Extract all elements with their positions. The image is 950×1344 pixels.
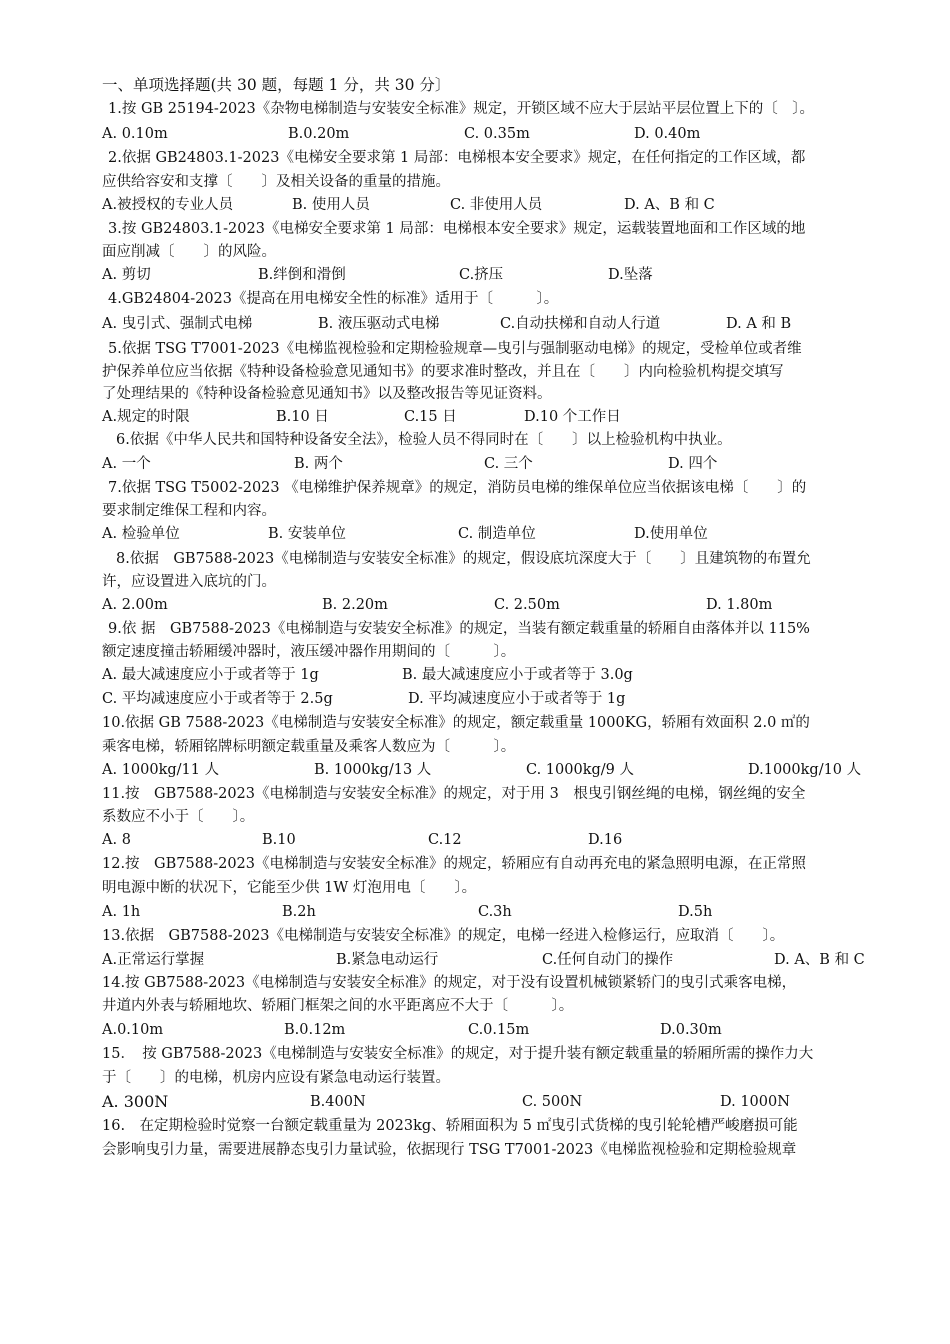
question-4-option-c[interactable]: C.自动扶梯和自动人行道	[500, 316, 661, 332]
question-10-line-1: 10.依据 GB 7588-2023《电梯制造与安装安全标准》的规定，额定载重量 1000KG，轿厢有效面积 2.0 ㎡的	[102, 715, 810, 731]
question-15-option-c[interactable]: C. 500N	[522, 1094, 583, 1110]
question-5-option-b[interactable]: B.10 日	[276, 409, 329, 425]
question-10-option-d[interactable]: D.1000kg/10 人	[748, 762, 862, 778]
question-16-line-2: 会影响曳引力量，需要进展静态曳引力量试验，依据现行 TSG T7001-2023《电梯监视检验和定期检验规章	[102, 1142, 797, 1158]
question-6-option-d[interactable]: D. 四个	[668, 456, 718, 472]
question-6-line-1: 6.依据《中华人民共和国特种设备安全法》，检验人员不得同时在〔 〕以上检验机构中执业。	[116, 432, 732, 448]
question-11-line-2: 系数应不小于〔 〕。	[102, 809, 255, 825]
question-8-option-c[interactable]: C. 2.50m	[494, 597, 560, 613]
question-7-option-d[interactable]: D.使用单位	[634, 526, 708, 542]
question-8-option-d[interactable]: D. 1.80m	[706, 597, 773, 613]
question-8-option-b[interactable]: B. 2.20m	[322, 597, 388, 613]
question-15-line-2: 于〔 〕的电梯，机房内应设有紧急电动运行装置。	[102, 1070, 450, 1086]
question-8-line-1: 8.依据 GB7588-2023《电梯制造与安装安全标准》的规定，假设底坑深度大于〔 〕且建筑物的布置允	[116, 551, 811, 567]
question-12-line-2: 明电源中断的状况下，它能至少供 1W 灯泡用电〔 〕。	[102, 880, 477, 896]
question-5-option-a[interactable]: A.规定的时限	[102, 409, 190, 425]
question-10-option-a[interactable]: A. 1000kg/11 人	[102, 762, 220, 778]
question-14-option-b[interactable]: B.0.12m	[284, 1022, 346, 1038]
question-2-option-b[interactable]: B. 使用人员	[292, 197, 370, 213]
question-8-option-a[interactable]: A. 2.00m	[102, 597, 168, 613]
question-15-option-d[interactable]: D. 1000N	[720, 1094, 790, 1110]
question-11-option-d[interactable]: D.16	[588, 832, 623, 848]
question-1-option-a[interactable]: A. 0.10m	[102, 126, 168, 142]
question-3-line-2: 面应削减〔 〕的风险。	[102, 244, 276, 260]
question-9-option-c[interactable]: C. 平均减速度应小于或者等于 2.5g	[102, 691, 333, 707]
question-2-line-1: 2.依据 GB24803.1-2023《电梯安全要求第 1 局部：电梯根本安全要求》规定，在任何指定的工作区域，都	[108, 150, 806, 166]
question-9-line-1: 9.依 据 GB7588-2023《电梯制造与安装安全标准》的规定，当装有额定载重量的轿厢自由落体并以 115%	[108, 621, 810, 637]
question-2-option-c[interactable]: C. 非使用人员	[450, 197, 543, 213]
question-2-option-d[interactable]: D. A、B 和 C	[624, 197, 715, 213]
question-1-option-b[interactable]: B.0.20m	[288, 126, 350, 142]
question-5-option-d[interactable]: D.10 个工作日	[524, 409, 621, 425]
question-7-option-b[interactable]: B. 安装单位	[268, 526, 346, 542]
question-1-line-1: 1.按 GB 25194-2023《杂物电梯制造与安装安全标准》规定，开锁区域不应大于层站平层位置上下的〔 〕。	[108, 101, 814, 117]
question-13-option-a[interactable]: A.正常运行掌握	[102, 952, 205, 968]
question-13-option-d[interactable]: D. A、B 和 C	[774, 952, 865, 968]
question-14-option-a[interactable]: A.0.10m	[102, 1022, 164, 1038]
question-13-line-1: 13.依据 GB7588-2023《电梯制造与安装安全标准》的规定，电梯一经进入检修运行，应取消〔 〕。	[102, 928, 785, 944]
question-10-option-c[interactable]: C. 1000kg/9 人	[526, 762, 634, 778]
question-14-option-d[interactable]: D.0.30m	[660, 1022, 722, 1038]
question-11-option-c[interactable]: C.12	[428, 832, 462, 848]
question-14-line-2: 井道内外表与轿厢地坎、轿厢门框架之间的水平距离应不大于〔 〕。	[102, 998, 574, 1014]
question-4-option-d[interactable]: D. A 和 B	[726, 316, 792, 332]
question-11-line-1: 11.按 GB7588-2023《电梯制造与安装安全标准》的规定，对于用 3 根曳引钢丝绳的电梯，钢丝绳的安全	[102, 786, 806, 802]
question-13-option-c[interactable]: C.任何自动门的操作	[542, 952, 674, 968]
question-6-option-b[interactable]: B. 两个	[294, 456, 343, 472]
question-12-option-a[interactable]: A. 1h	[102, 904, 141, 920]
question-15-option-a[interactable]: A. 300N	[102, 1092, 169, 1111]
question-6-option-c[interactable]: C. 三个	[484, 456, 533, 472]
question-4-option-b[interactable]: B. 液压驱动式电梯	[318, 316, 440, 332]
question-7-option-c[interactable]: C. 制造单位	[458, 526, 536, 542]
question-12-option-c[interactable]: C.3h	[478, 904, 512, 920]
question-13-option-b[interactable]: B.紧急电动运行	[336, 952, 439, 968]
question-9-option-d[interactable]: D. 平均减速度应小于或者等于 1g	[408, 691, 626, 707]
question-11-option-b[interactable]: B.10	[262, 832, 296, 848]
question-7-line-1: 7.依据 TSG T5002-2023 《电梯维护保养规章》的规定，消防员电梯的维保单位应当依据该电梯〔 〕的	[108, 480, 807, 496]
question-3-option-d[interactable]: D.坠落	[608, 267, 653, 283]
question-9-option-a[interactable]: A. 最大减速度应小于或者等于 1g	[102, 667, 319, 683]
question-9-line-2: 额定速度撞击轿厢缓冲器时，液压缓冲器作用期间的〔 〕。	[102, 644, 516, 660]
question-14-option-c[interactable]: C.0.15m	[468, 1022, 530, 1038]
question-3-option-b[interactable]: B.绊倒和滑倒	[258, 267, 346, 283]
question-6-option-a[interactable]: A. 一个	[102, 456, 151, 472]
question-10-option-b[interactable]: B. 1000kg/13 人	[314, 762, 432, 778]
question-12-option-b[interactable]: B.2h	[282, 904, 316, 920]
question-7-option-a[interactable]: A. 检验单位	[102, 526, 180, 542]
question-5-option-c[interactable]: C.15 日	[404, 409, 457, 425]
question-12-line-1: 12.按 GB7588-2023《电梯制造与安装安全标准》的规定，轿厢应有自动再充电的紧急照明电源，在正常照	[102, 856, 806, 872]
question-10-line-2: 乘客电梯，轿厢铭牌标明额定载重量及乘客人数应为〔 〕。	[102, 739, 516, 755]
question-3-option-c[interactable]: C.挤压	[459, 267, 504, 283]
question-14-line-1: 14.按 GB7588-2023《电梯制造与安装安全标准》的规定，对于没有设置机械锁紧轿门的曳引式乘客电梯，	[102, 975, 797, 991]
question-8-line-2: 许，应设置进入底坑的门。	[102, 574, 276, 590]
question-11-option-a[interactable]: A. 8	[102, 832, 131, 848]
question-2-line-2: 应供给容安和支撑〔 〕及相关设备的重量的措施。	[102, 174, 450, 190]
question-5-line-1: 5.依据 TSG T7001-2023《电梯监视检验和定期检验规章—曳引与强制驱动电梯》的规定，受检单位或者维	[108, 341, 802, 357]
question-5-line-2: 护保养单位应当依据《特种设备检验意见通知书》的要求准时整改，并且在〔 〕内向检验机构提交填写	[102, 364, 784, 380]
question-1-option-c[interactable]: C. 0.35m	[464, 126, 530, 142]
section-heading: 一、单项选择题(共 30 题，每题 1 分，共 30 分〕	[102, 76, 451, 94]
question-3-line-1: 3.按 GB24803.1-2023《电梯安全要求第 1 局部：电梯根本安全要求》规定，运载装置地面和工作区域的地	[108, 221, 806, 237]
question-15-option-b[interactable]: B.400N	[310, 1094, 366, 1110]
question-5-line-3: 了处理结果的《特种设备检验意见通知书》以及整改报告等见证资料。	[102, 386, 552, 402]
question-4-line-1: 4.GB24804-2023《提高在用电梯安全性的标准》适用于〔 〕。	[108, 291, 559, 307]
question-9-option-b[interactable]: B. 最大减速度应小于或者等于 3.0g	[402, 667, 633, 683]
question-7-line-2: 要求制定维保工程和内容。	[102, 503, 276, 519]
question-2-option-a[interactable]: A.被授权的专业人员	[102, 197, 234, 213]
question-16-line-1: 16. 在定期检验时觉察一台额定载重量为 2023kg、轿厢面积为 5 ㎡曳引式货梯的曳引轮轮槽严峻磨损可能	[102, 1118, 798, 1134]
question-12-option-d[interactable]: D.5h	[678, 904, 713, 920]
question-3-option-a[interactable]: A. 剪切	[102, 267, 151, 283]
question-4-option-a[interactable]: A. 曳引式、强制式电梯	[102, 316, 253, 332]
question-15-line-1: 15． 按 GB7588-2023《电梯制造与安装安全标准》的规定，对于提升装有额定载重量的轿厢所需的操作力大	[102, 1046, 814, 1062]
question-1-option-d[interactable]: D. 0.40m	[634, 126, 701, 142]
